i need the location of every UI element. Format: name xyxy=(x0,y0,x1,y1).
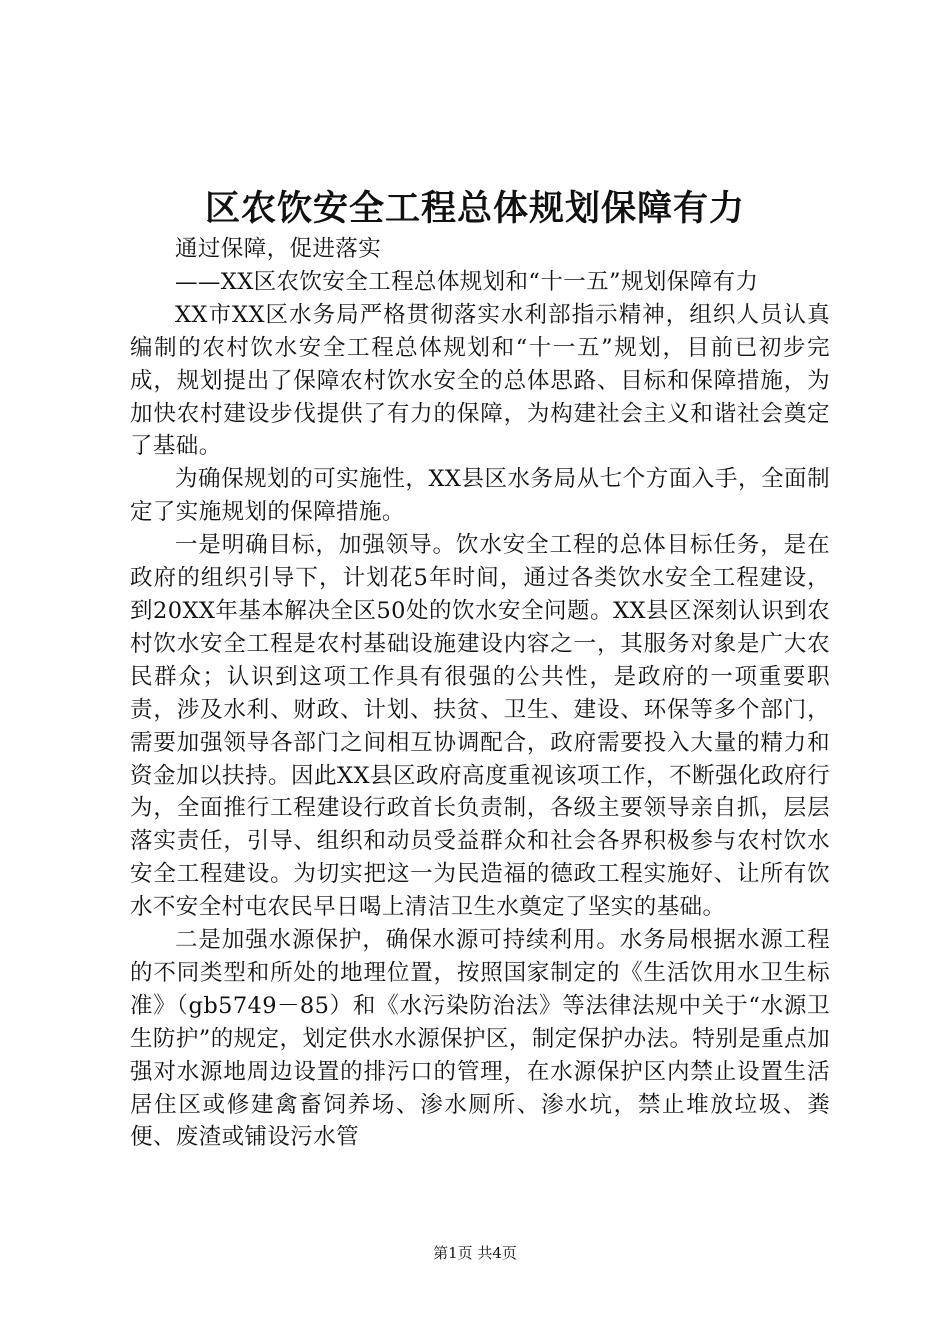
paragraph-measures: 为确保规划的可实施性，XX县区水务局从七个方面入手，全面制定了实施规划的保障措施。 xyxy=(130,466,830,526)
paragraph-goal-leadership: 一是明确目标，加强领导。饮水安全工程的总体目标任务，是在政府的组织引导下，计划花5年时间，通过各类饮水安全工程建设，到20XX年基本解决全区50处的饮水安全问题。XX县区深刻认识到农村饮水安全工程是农村基础设施建设内容之一，其服务对象是广大农民群众；认识到这项工作具有很强的公共性，是政府的一项重要职责，涉及水利、财政、计划、扶贫、卫生、建设、环保等多个部门，需要加强领导各部门之间相互协调配合，政府需要投入大量的精力和资金加以扶持。因此XX县区政府高度重视该项工作，不断强化政府行为，全面推行工程建设行政首长负责制，各级主要领导亲自抓，层层落实责任，引导、组织和动员受益群众和社会各界积极参与农村饮水安全工程建设。为切实把这一为民造福的德政工程实施好、让所有饮水不安全村屯农民早日喝上清洁卫生水奠定了坚实的基础。 xyxy=(130,532,830,921)
paragraph-intro: XX市XX区水务局严格贯彻落实水利部指示精神，组织人员认真编制的农村饮水安全工程总体规划和“十一五”规划，目前已初步完成，规划提出了保障农村饮水安全的总体思路、目标和保障措施，为加快农村建设步伐提供了有力的保障，为构建社会主义和谐社会奠定了基础。 xyxy=(130,301,830,460)
subtitle-line-2: ——XX区农饮安全工程总体规划和“十一五”规划保障有力 xyxy=(175,268,759,295)
paragraph-water-source-protection: 二是加强水源保护，确保水源可持续利用。水务局根据水源工程的不同类型和所处的地理位置，按照国家制定的《生活饮用水卫生标准》（gb5749－85）和《水污染防治法》等法律法规中关于“水源卫生防护”的规定，划定供水水源保护区，制定保护办法。特别是重点加强对水源地周边设置的排污口的管理，在水源保护区内禁止设置生活居住区或修建禽畜饲养场、渗水厕所、渗水坑，禁止堆放垃圾、粪便、废渣或铺设污水管 xyxy=(130,927,830,1151)
document-body xyxy=(130,233,830,1154)
document-title: 区农饮安全工程总体规划保障有力 xyxy=(204,188,745,229)
page-footer: 第1页 共4页 xyxy=(433,1244,517,1262)
subtitle-line: 通过保障，促进落实 xyxy=(175,236,382,262)
